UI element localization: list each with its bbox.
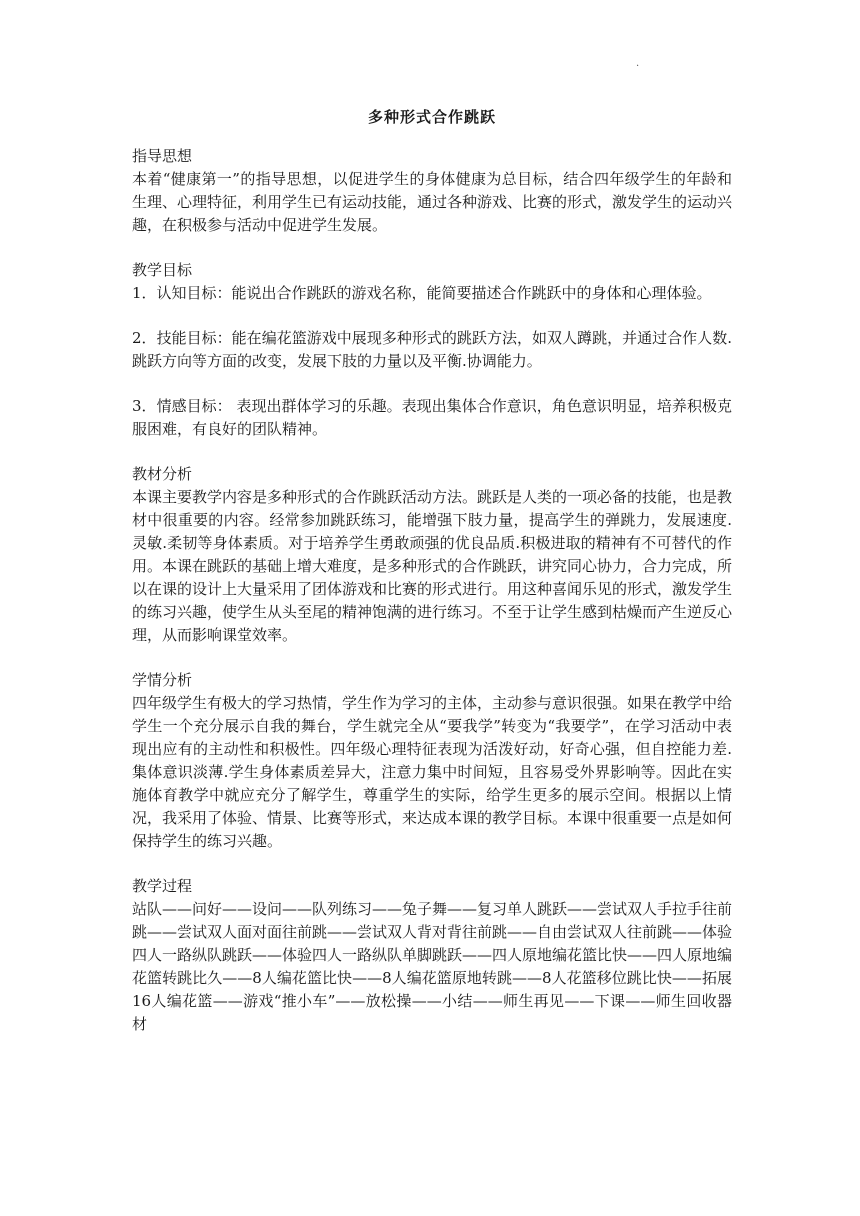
document-title: 多种形式合作跳跃 (367, 108, 496, 126)
section-paragraph: 本课主要教学内容是多种形式的合作跳跃活动方法。跳跃是人类的一项必备的技能，也是教材中很重要的内容。经常参加跳跃练习，能增强下肢力量，提高学生的弹跳力，发展速度.灵敏.柔韧等身体素质。对于培养学生勇敢顽强的优良品质.积极进取的精神有不可替代的作用。本课在跳跃的基础上增大难度，是多种形式的合作跳跃，讲究同心协力，合力完成，所以在课的设计上大量采用了团体游戏和比赛的形式进行。用这种喜闻乐见的形式，激发学生的练习兴趣，使学生从头至尾的精神饱满的进行练习。不至于让学生感到枯燥而产生逆反心理，从而影响课堂效率。 (132, 488, 733, 644)
section-paragraph: 本着“健康第一”的指导思想，以促进学生的身体健康为总目标，结合四年级学生的年龄和生理、心理特征，利用学生已有运动技能，通过各种游戏、比赛的形式，激发学生的运动兴趣，在积极参与活动中促进学生发展。 (132, 170, 733, 234)
objective-cognitive: 1．认知目标：能说出合作跳跃的游戏名称，能简要描述合作跳跃中的身体和心理体验。 (132, 284, 712, 302)
document-page (132, 100, 732, 1058)
section-heading: 教学过程 (132, 877, 193, 895)
section-heading: 学情分析 (132, 671, 193, 689)
section-heading: 教材分析 (132, 465, 193, 483)
section-teaching-process (132, 875, 732, 1036)
section-heading: 教学目标 (132, 261, 193, 279)
section-paragraph: 四年级学生有极大的学习热情，学生作为学习的主体，主动参与意识很强。如果在教学中给学生一个充分展示自我的舞台，学生就完全从“要我学”转变为“我要学”，在学习活动中表现出应有的主动性和积极性。四年级心理特征表现为活泼好动，好奇心强，但自控能力差.集体意识淡薄.学生身体素质差异大，注意力集中时间短，且容易受外界影响等。因此在实施体育教学中就应充分了解学生，尊重学生的实际，给学生更多的展示空间。根据以上情况，我采用了体验、情景、比赛等形式，来达成本课的教学目标。本课中很重要一点是如何保持学生的练习兴趣。 (132, 694, 733, 850)
section-teaching-objectives (132, 259, 732, 441)
section-guiding-thought (132, 145, 732, 237)
section-paragraph: 站队——问好——设问——队列练习——兔子舞——复习单人跳跃——尝试双人手拉手往前跳——尝试双人面对面往前跳——尝试双人背对背往前跳——自由尝试双人往前跳——体验四人一路纵队跳跃——体验四人一路纵队单脚跳跃——四人原地编花篮比快——四人原地编花篮转跳比久——8人编花篮比快——8人编花篮原地转跳——8人花篮移位跳比快——拓展16人编花篮——游戏“推小车”——放松操——小结——师生再见——下课——师生回收器材 (132, 900, 733, 1033)
objective-skill: 2．技能目标：能在编花篮游戏中展现多种形式的跳跃方法，如双人蹲跳，并通过合作人数.跳跃方向等方面的改变，发展下肢的力量以及平衡.协调能力。 (132, 329, 732, 370)
section-material-analysis (132, 463, 732, 647)
section-heading: 指导思想 (132, 147, 193, 165)
section-student-analysis (132, 669, 732, 853)
corner-mark: . (636, 58, 640, 69)
objective-affective: 3．情感目标： 表现出群体学习的乐趣。表现出集体合作意识，角色意识明显，培养积极克服困难，有良好的团队精神。 (132, 397, 732, 438)
